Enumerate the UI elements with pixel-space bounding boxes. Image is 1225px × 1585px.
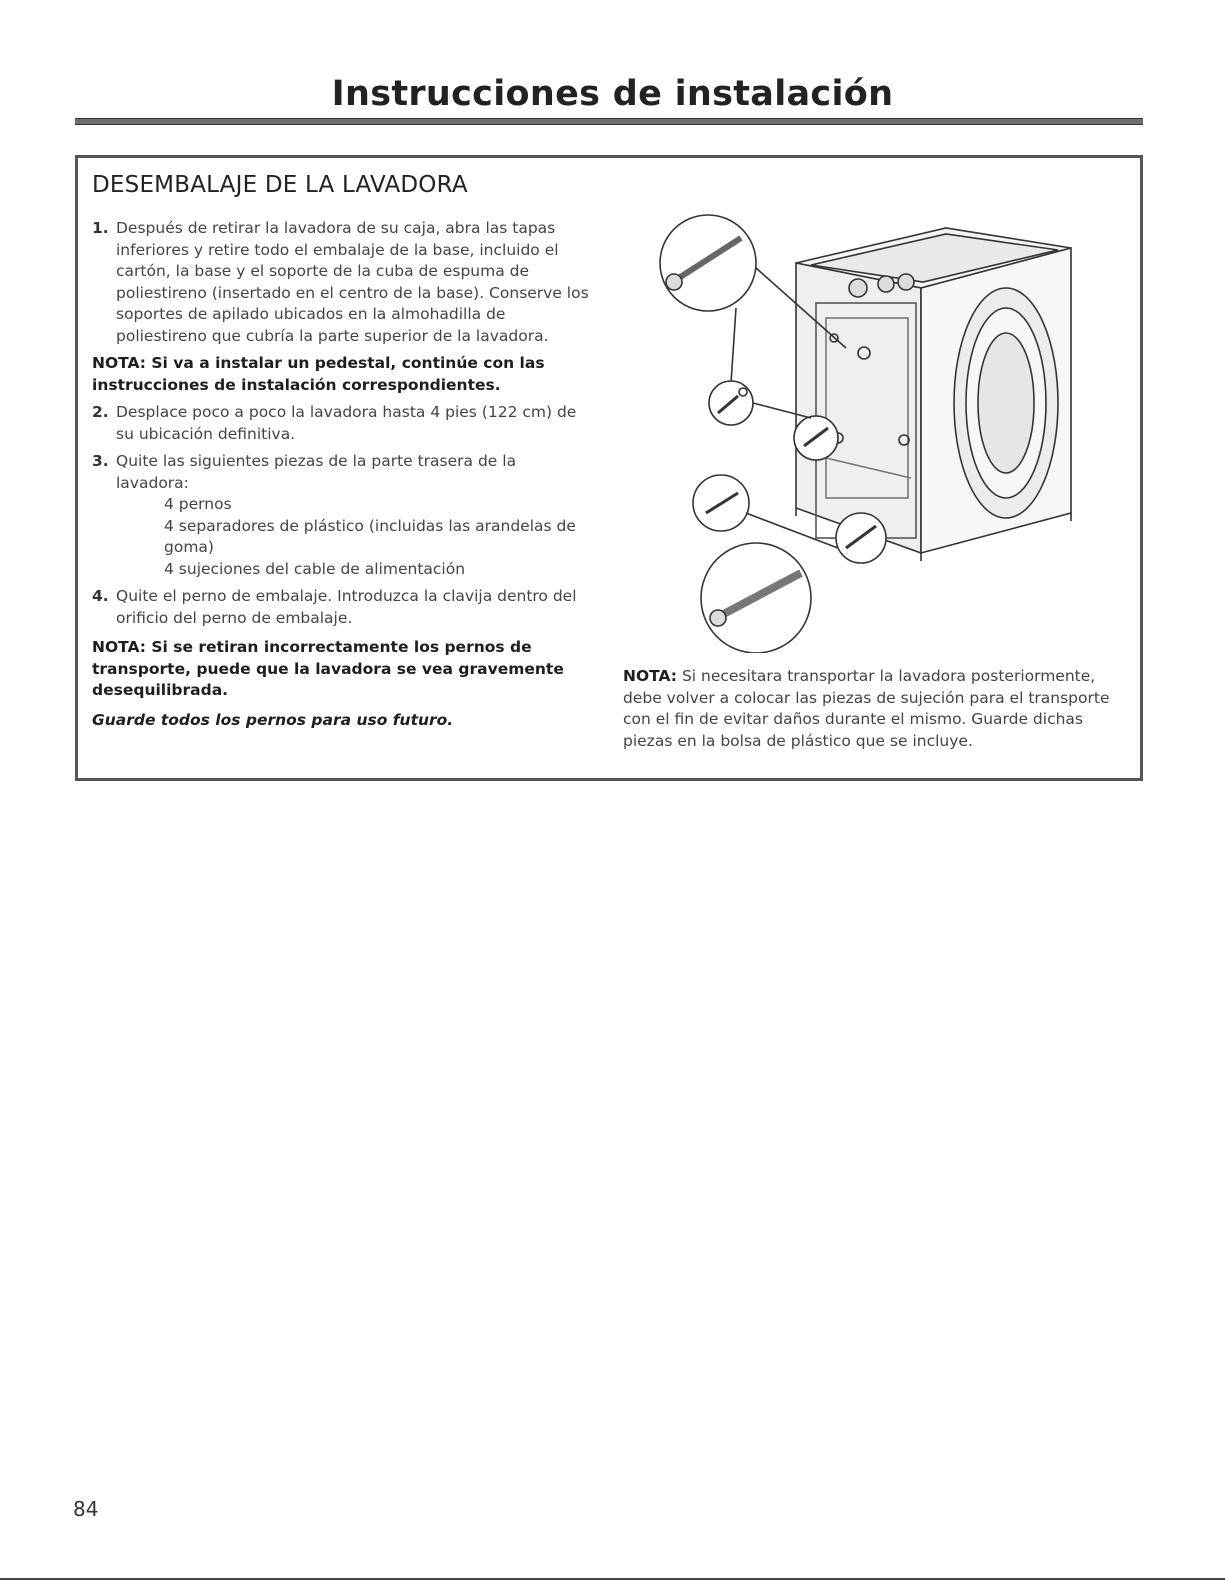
unpacking-section <box>75 155 1143 781</box>
list-item: 4 separadores de plástico (incluidas las arandelas de goma) <box>164 516 576 556</box>
section-heading: DESEMBALAJE DE LA LAVADORA <box>92 172 468 198</box>
washer-body <box>796 228 1071 561</box>
pedestal-note: NOTA: Si va a instalar un pedestal, continúe con las instrucciones de instalación correspondientes. <box>92 354 545 394</box>
list-item: 4 sujeciones del cable de alimentación <box>164 559 466 578</box>
step-number: 2. <box>92 403 109 421</box>
page-number: 84 <box>73 1497 99 1521</box>
shipping-bolt-callout <box>701 543 811 653</box>
step-1 <box>92 218 592 347</box>
step-2 <box>92 402 592 445</box>
step-number: 3. <box>92 452 109 470</box>
washer-rear-illustration <box>646 208 1116 653</box>
page-title: Instrucciones de instalación <box>331 74 894 114</box>
bolt-callout-large <box>660 215 756 311</box>
note-label: NOTA: <box>623 667 678 685</box>
step-number: 4. <box>92 587 109 605</box>
bolts-note: NOTA: Si se retiran incorrectamente los pernos de transporte, puede que la lavadora se vea gravemente desequilibrada. <box>92 638 564 699</box>
step-text: Quite el perno de embalaje. Introduzca la clavija dentro del orificio del perno de embalaje. <box>116 587 577 627</box>
step-number: 1. <box>92 219 109 237</box>
step-3 <box>92 451 592 580</box>
list-item: 4 pernos <box>164 495 232 513</box>
step-4 <box>92 586 592 629</box>
note-text: Si necesitara transportar la lavadora posteriormente, debe volver a colocar las piezas de sujeción para el transporte con el fin de evitar daños durante el mismo. Guarde dichas piezas en la bolsa de plástico que se incluye. <box>623 667 1110 750</box>
bolt-callout-small <box>794 416 838 460</box>
cord-clip-callout <box>693 475 749 531</box>
instructions-column <box>92 218 592 731</box>
bottom-rule <box>0 1578 1225 1580</box>
step-text: Después de retirar la lavadora de su caja, abra las tapas inferiores y retire todo el embalaje de la base, incluido el cartón, la base y el soporte de la cuba de espuma de poliestireno (insertado en el centro de la base). Conserve los soportes de apilado ubicados en la almohadilla de poliestireno que cubría la parte superior de la lavadora. <box>116 219 589 345</box>
keep-bolts-note: Guarde todos los pernos para uso futuro. <box>92 710 454 729</box>
spacer-callout <box>709 381 753 425</box>
step-text: Quite las siguientes piezas de la parte trasera de la lavadora: <box>116 452 517 492</box>
parts-list <box>116 494 592 580</box>
step-text: Desplace poco a poco la lavadora hasta 4 pies (122 cm) de su ubicación definitiva. <box>116 403 577 443</box>
title-rule <box>75 118 1143 125</box>
bolt-callout-bottom <box>836 513 886 563</box>
transport-note <box>623 666 1123 752</box>
